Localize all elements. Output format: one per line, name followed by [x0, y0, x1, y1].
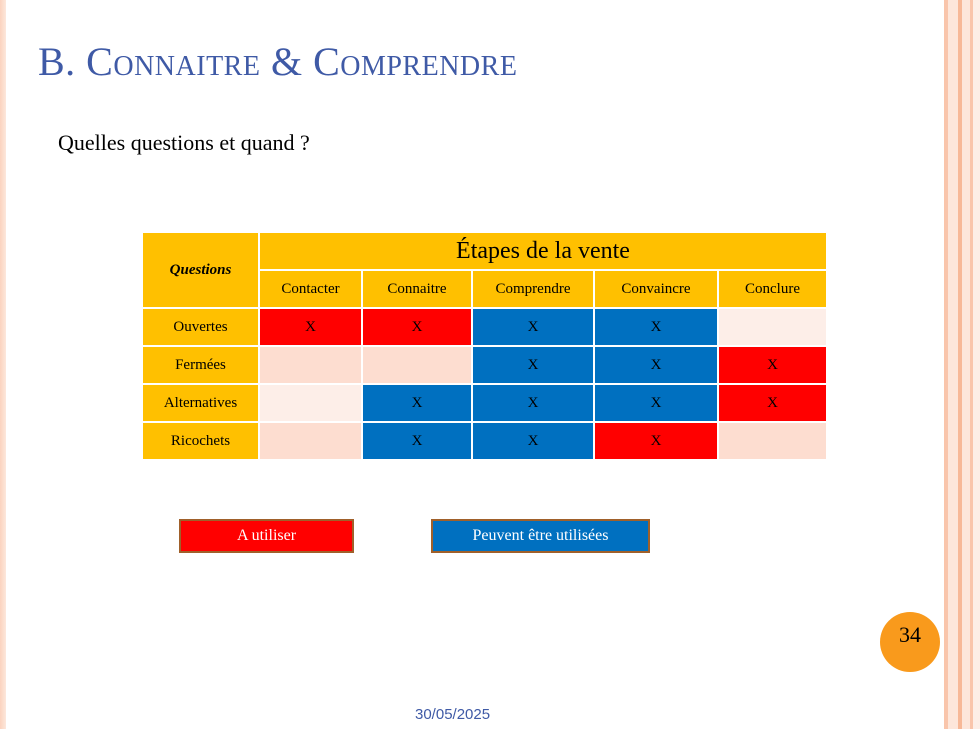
stages-header: Étapes de la vente — [259, 232, 827, 270]
table-row — [142, 384, 827, 422]
table-cell — [259, 422, 362, 460]
table-row — [142, 422, 827, 460]
row-label: Alternatives — [142, 384, 259, 422]
column-header: Contacter — [259, 270, 362, 308]
question-stage-table — [141, 231, 828, 461]
table-cell — [259, 346, 362, 384]
table-cell: X — [594, 422, 718, 460]
decor-stripe — [962, 0, 970, 729]
table-cell: X — [472, 384, 594, 422]
row-label: Fermées — [142, 346, 259, 384]
slide-left-border — [0, 0, 6, 729]
table-cell: X — [594, 346, 718, 384]
table-cell: X — [472, 346, 594, 384]
row-label: Ricochets — [142, 422, 259, 460]
page-number-badge: 34 — [880, 612, 940, 672]
column-header: Convaincre — [594, 270, 718, 308]
row-label: Ouvertes — [142, 308, 259, 346]
slide-subtitle: Quelles questions et quand ? — [58, 130, 310, 155]
table-row — [142, 308, 827, 346]
column-header: Connaitre — [362, 270, 472, 308]
table-cell — [718, 308, 827, 346]
column-header: Conclure — [718, 270, 827, 308]
table-cell: X — [362, 308, 472, 346]
table-cell: X — [362, 384, 472, 422]
table-cell: X — [594, 384, 718, 422]
slide-date: 30/05/2025 — [415, 706, 491, 723]
table-cell: X — [362, 422, 472, 460]
table-cell: X — [594, 308, 718, 346]
table-cell — [362, 346, 472, 384]
decor-stripe — [973, 0, 980, 729]
table-cell: X — [472, 422, 594, 460]
table-cell: X — [718, 384, 827, 422]
table-cell — [259, 384, 362, 422]
table-cell — [718, 422, 827, 460]
legend-a-utiliser: A utiliser — [179, 519, 354, 553]
table-cell: X — [472, 308, 594, 346]
table-cell: X — [259, 308, 362, 346]
table-row — [142, 346, 827, 384]
column-header: Comprendre — [472, 270, 594, 308]
decor-stripe — [948, 0, 958, 729]
slide-title: B. Connaitre & Comprendre — [38, 39, 518, 84]
questions-header: Questions — [142, 232, 259, 308]
table-cell: X — [718, 346, 827, 384]
legend-peuvent-etre-utilisees: Peuvent être utilisées — [431, 519, 650, 553]
